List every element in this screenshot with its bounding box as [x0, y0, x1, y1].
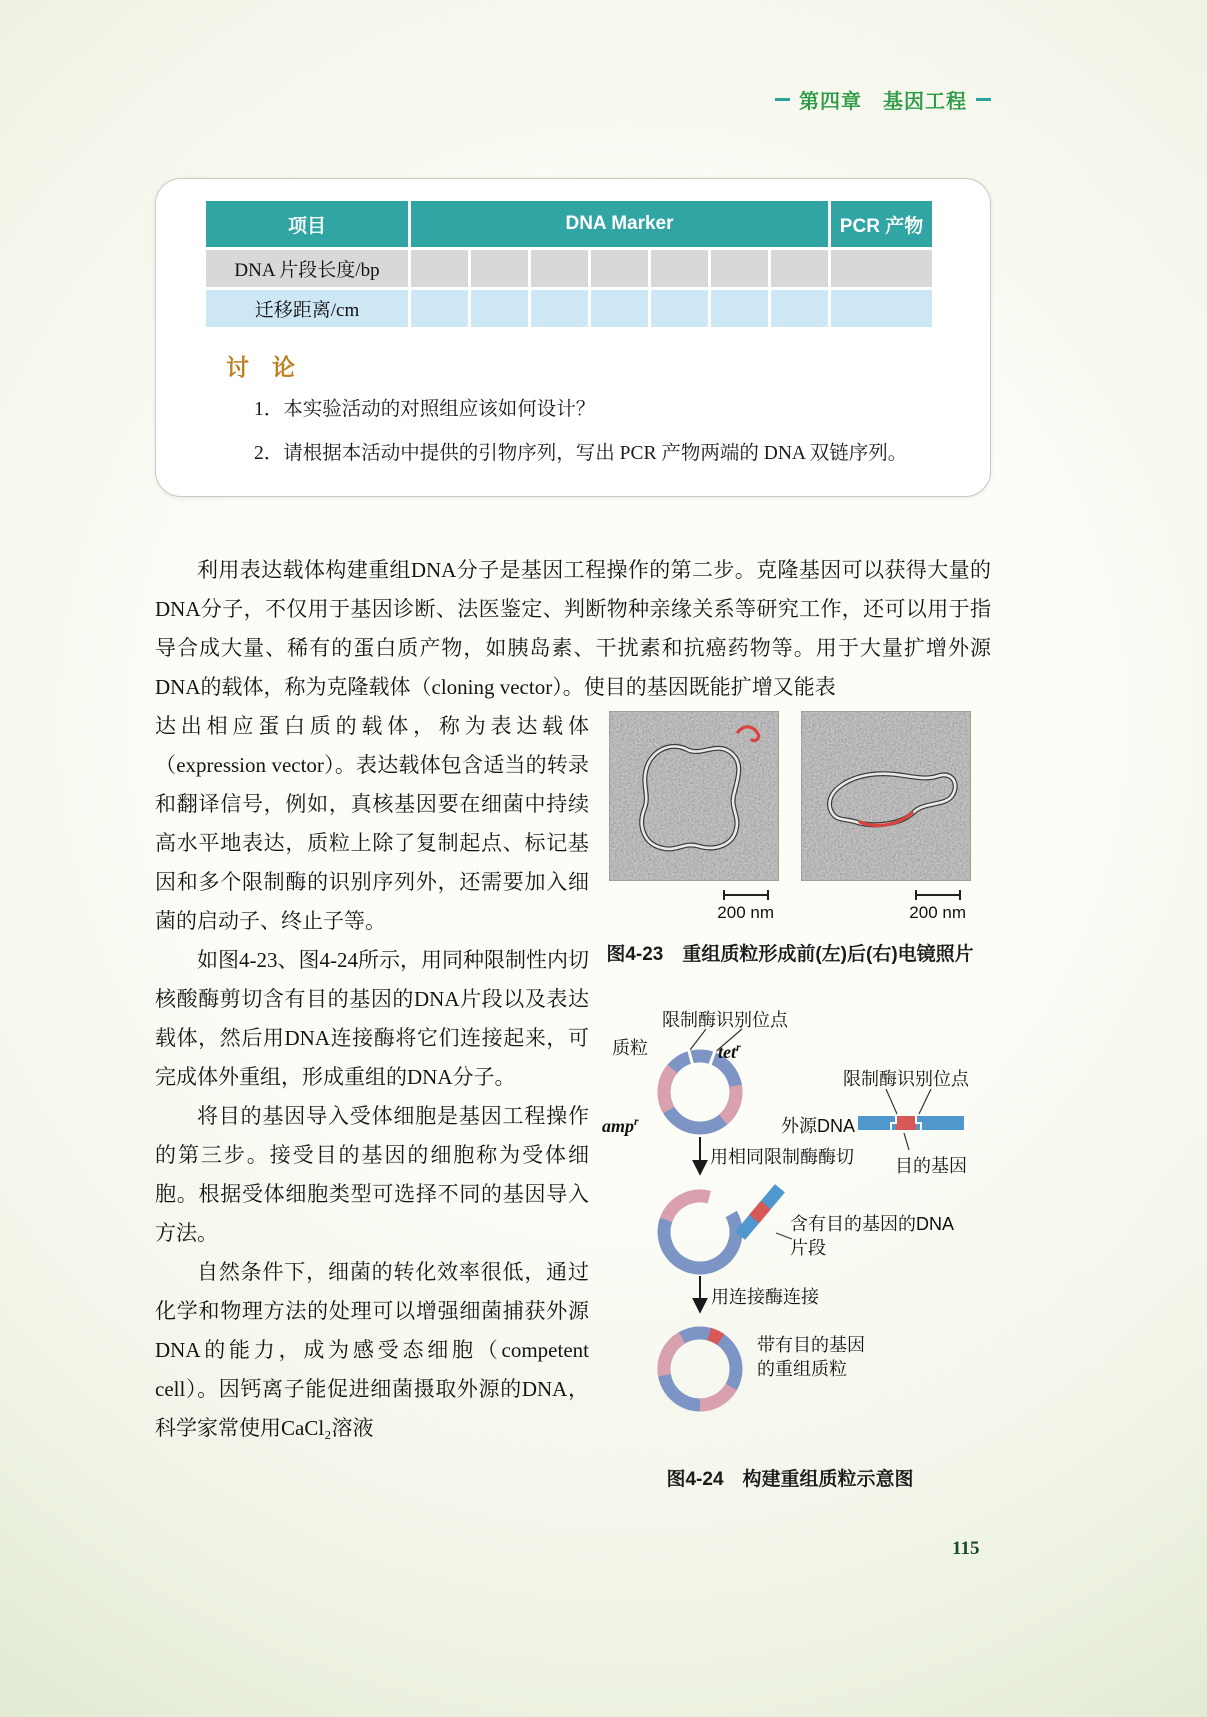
body-paragraph-1-continued: 达出相应蛋白质的载体，称为表达载体（expression vector）。表达载体包含适当的转录和翻译信号，例如，真核基因要在细菌中持续高水平地表达，质粒上除了复制起点、标记基因和多个限制酶的识别序列外，还需要加入细菌的启动子、终止子等。 — [155, 714, 589, 934]
inserted-target-gene-segment — [709, 1335, 720, 1340]
scale-bar-row — [589, 887, 991, 923]
label-fragment-line1: 含有目的基因的DNA — [790, 1214, 955, 1235]
body-paragraph-1: 利用表达载体构建重组DNA分子是基因工程操作的第二步。克隆基因可以获得大量的DNA分子，不仅用于基因诊断、法医鉴定、判断物种亲缘关系等研究工作，还可以用于指导合成大量、稀有的蛋白质产物，如胰岛素、干扰素和抗癌药物等。用于大量扩增外源DNA的载体，称为克隆载体（cloning vector）。使目的基因既能扩增又能表 — [155, 558, 991, 700]
scale-bar-icon — [915, 890, 961, 900]
cut-plasmid-pink-arc — [666, 1196, 709, 1220]
amp-sup: r — [634, 1114, 639, 1129]
em-background-texture — [610, 712, 779, 881]
scale-label-left: 200 nm — [717, 903, 774, 923]
activity-box — [155, 178, 991, 497]
table-cell-empty — [588, 247, 648, 287]
page-content — [155, 0, 991, 1491]
table-cell-empty — [468, 287, 528, 327]
table-cell-empty — [528, 247, 588, 287]
table-cell-empty — [828, 287, 932, 327]
body-paragraph-2: 如图4-23、图4-24所示，用同种限制性内切核酸酶剪切含有目的基因的DNA片段以及表达载体，然后用DNA连接酶将它们连接起来，可完成体外重组，形成重组的DNA分子。 — [155, 948, 589, 1090]
plasmid-pink-segment — [700, 1387, 731, 1405]
amp-base: amp — [602, 1116, 635, 1137]
table-cell-empty — [468, 247, 528, 287]
table-row-label-migration-distance: 迁移距离/cm — [206, 287, 408, 327]
discussion-item-2: 2．请根据本活动中提供的引物序列，写出 PCR 产物两端的 DNA 双链序列。 — [254, 443, 908, 465]
label-cut-with-enzyme: 用相同限制酶酶切 — [710, 1147, 854, 1168]
label-fragment-line2: 片段 — [790, 1238, 826, 1259]
em-micrograph-after — [801, 711, 971, 881]
chapter-header — [155, 86, 991, 112]
target-gene-segment — [896, 1116, 916, 1130]
table-cell-empty — [408, 287, 468, 327]
label-recombinant-line2: 的重组质粒 — [757, 1359, 847, 1380]
header-rule-left — [775, 98, 790, 101]
label-plasmid: 质粒 — [612, 1038, 648, 1059]
plasmid-pink-segment — [664, 1338, 682, 1376]
scale-slot-left — [609, 887, 779, 923]
label-restriction-site-right: 限制酶识别位点 — [843, 1069, 969, 1090]
figure-24-diagram — [600, 1004, 990, 1454]
figure-column — [589, 707, 991, 1491]
figure-24-caption: 图4-24 构建重组质粒示意图 — [666, 1469, 914, 1491]
label-amp-resistance-gene — [602, 1114, 639, 1137]
table-header-dna-marker: DNA Marker — [408, 201, 828, 247]
label-recombinant-line1: 带有目的基因 — [757, 1335, 865, 1356]
label-restriction-site-top: 限制酶识别位点 — [662, 1010, 788, 1031]
pointer-line — [919, 1089, 931, 1114]
text-figure-wrap — [155, 707, 991, 1491]
label-tet-resistance-gene — [718, 1040, 741, 1063]
table-cell-empty — [648, 287, 708, 327]
em-micrograph-row — [589, 711, 991, 881]
pointer-line — [904, 1133, 909, 1150]
table-cell-empty — [648, 247, 708, 287]
em-micrograph-before — [609, 711, 779, 881]
discussion-item-1: 1．本实验活动的对照组应该如何设计？ — [254, 399, 596, 420]
table-cell-empty — [828, 247, 932, 287]
pointer-line — [690, 1029, 706, 1050]
table-cell-empty — [768, 287, 828, 327]
table-cell-empty — [708, 247, 768, 287]
table-cell-empty — [768, 247, 828, 287]
scale-bar-icon — [723, 890, 769, 900]
em-background-texture — [802, 712, 971, 881]
table-cell-empty — [528, 287, 588, 327]
discussion-heading: 讨 论 — [226, 354, 295, 380]
results-table — [206, 201, 932, 327]
tet-base: tet — [718, 1042, 736, 1063]
chapter-title: 第四章 基因工程 — [799, 90, 967, 113]
tet-sup: r — [736, 1040, 741, 1055]
body-paragraph-3: 将目的基因导入受体细胞是基因工程操作的第三步。接受目的基因的细胞称为受体细胞。根据受体细胞类型可选择不同的基因导入方法。 — [155, 1104, 589, 1246]
header-rule-right — [976, 98, 991, 101]
table-cell-empty — [708, 287, 768, 327]
table-header-item: 项目 — [206, 201, 408, 247]
plasmid-pink-segment — [664, 1069, 672, 1110]
label-target-gene: 目的基因 — [895, 1156, 967, 1177]
page-number: 115 — [952, 1538, 980, 1559]
table-row-label-fragment-length: DNA 片段长度/bp — [206, 247, 408, 287]
body-paragraph-4: 自然条件下，细菌的转化效率很低，通过化学和物理方法的处理可以增强细菌捕获外源DNA的能力，成为感受态细胞（competent cell）。因钙离子能促进细菌摄取外源的DNA，科学家常使用CaCl₂溶液 — [155, 1260, 589, 1441]
plasmid-pink-segment — [723, 1086, 736, 1120]
label-foreign-dna: 外源DNA — [781, 1116, 856, 1137]
table-header-pcr-product: PCR 产物 — [828, 201, 932, 247]
scale-label-right: 200 nm — [909, 903, 966, 923]
table-cell-empty — [408, 247, 468, 287]
table-cell-empty — [588, 287, 648, 327]
cut-plasmid-blue-arc — [664, 1214, 736, 1268]
label-ligate: 用连接酶连接 — [711, 1287, 819, 1308]
scale-slot-right — [801, 887, 971, 923]
pointer-line — [886, 1089, 897, 1114]
figure-23-caption: 图4-23 重组质粒形成前(左)后(右)电镜照片 — [606, 944, 974, 966]
dna-fragment — [735, 1184, 785, 1240]
